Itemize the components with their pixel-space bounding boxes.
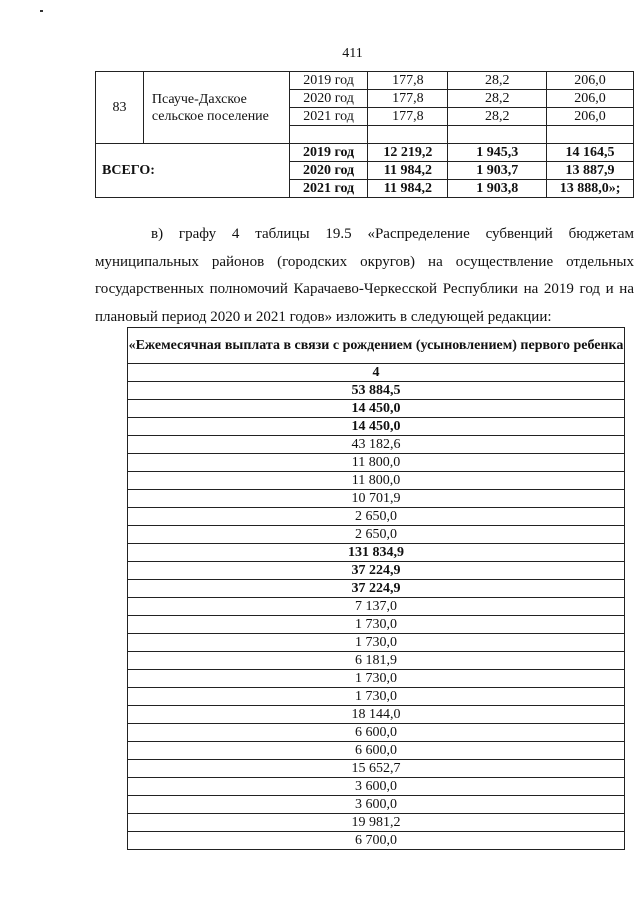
value-cell: 37 224,9 [128, 580, 625, 598]
total-row [96, 144, 634, 162]
year-cell: 2020 год [289, 162, 368, 180]
value-cell: 177,8 [368, 108, 448, 126]
table-row [128, 562, 625, 580]
table-row [96, 72, 634, 90]
table-row [128, 742, 625, 760]
year-cell: 2021 год [289, 108, 368, 126]
empty-cell [448, 126, 547, 144]
table-row [128, 652, 625, 670]
value-cell: 14 450,0 [128, 400, 625, 418]
table-row [128, 616, 625, 634]
table-row [128, 436, 625, 454]
scan-speck [40, 10, 43, 12]
year-cell: 2019 год [289, 144, 368, 162]
value-cell: 3 600,0 [128, 796, 625, 814]
table-row [128, 796, 625, 814]
table-row [128, 760, 625, 778]
value-cell: 1 945,3 [448, 144, 547, 162]
value-cell: 19 981,2 [128, 814, 625, 832]
value-cell: 177,8 [368, 72, 448, 90]
value-cell: 7 137,0 [128, 598, 625, 616]
table-row [128, 472, 625, 490]
value-cell: 11 984,2 [368, 180, 448, 198]
table-row [128, 490, 625, 508]
table-row [128, 454, 625, 472]
column-4-table [127, 327, 625, 850]
value-cell: 131 834,9 [128, 544, 625, 562]
value-cell: 206,0 [547, 108, 634, 126]
column-header: «Ежемесячная выплата в связи с рождением (усыновлением) первого ребенка [128, 328, 625, 364]
table-row [128, 634, 625, 652]
table-row [128, 508, 625, 526]
empty-cell [368, 126, 448, 144]
value-cell: 2 650,0 [128, 508, 625, 526]
column-number: 4 [128, 364, 625, 382]
row-number: 83 [96, 72, 144, 144]
paragraph-text: в) графу 4 таблицы 19.5 «Распределение субвенций бюджетам муниципальных районов (городских округов) на осуществление отдельных государственных полномочий Карачаево-Черкесской Республики на 2019 год и на плановый период 2020 и 2021 годов» изложить в следующей редакции: [95, 226, 634, 325]
value-cell: 1 730,0 [128, 670, 625, 688]
table-row [128, 832, 625, 850]
table-row [128, 724, 625, 742]
year-cell: 2021 год [289, 180, 368, 198]
table-row [128, 670, 625, 688]
value-cell: 28,2 [448, 108, 547, 126]
value-cell: 206,0 [547, 90, 634, 108]
empty-cell [289, 126, 368, 144]
value-cell: 1 730,0 [128, 634, 625, 652]
value-cell: 1 730,0 [128, 688, 625, 706]
table-row [128, 688, 625, 706]
year-cell: 2019 год [289, 72, 368, 90]
value-cell: 1 903,8 [448, 180, 547, 198]
column-number-row [128, 364, 625, 382]
value-cell: 1 903,7 [448, 162, 547, 180]
value-cell: 15 652,7 [128, 760, 625, 778]
table-row [128, 580, 625, 598]
subsidy-table-fragment [95, 71, 634, 198]
table-row [128, 814, 625, 832]
value-cell: 13 887,9 [547, 162, 634, 180]
value-cell: 14 164,5 [547, 144, 634, 162]
table-row [128, 382, 625, 400]
value-cell: 43 182,6 [128, 436, 625, 454]
value-cell: 28,2 [448, 90, 547, 108]
value-cell: 6 600,0 [128, 724, 625, 742]
value-cell: 53 884,5 [128, 382, 625, 400]
page-number: 411 [342, 46, 363, 61]
value-cell: 13 888,0»; [547, 180, 634, 198]
table-row [128, 526, 625, 544]
table-row [128, 544, 625, 562]
value-cell: 6 700,0 [128, 832, 625, 850]
header-row [128, 328, 625, 364]
value-cell: 11 800,0 [128, 472, 625, 490]
value-cell: 11 800,0 [128, 454, 625, 472]
value-cell: 18 144,0 [128, 706, 625, 724]
amendment-paragraph [95, 221, 634, 331]
value-cell: 11 984,2 [368, 162, 448, 180]
value-cell: 37 224,9 [128, 562, 625, 580]
table-row [128, 778, 625, 796]
table-row [128, 400, 625, 418]
value-cell: 2 650,0 [128, 526, 625, 544]
table-row [128, 418, 625, 436]
value-cell: 12 219,2 [368, 144, 448, 162]
value-cell: 3 600,0 [128, 778, 625, 796]
value-cell: 28,2 [448, 72, 547, 90]
total-label: ВСЕГО: [96, 144, 290, 198]
settlement-name: Псауче-Дахское сельское поселение [143, 72, 289, 144]
value-cell: 14 450,0 [128, 418, 625, 436]
value-cell: 1 730,0 [128, 616, 625, 634]
value-cell: 6 600,0 [128, 742, 625, 760]
empty-cell [547, 126, 634, 144]
value-cell: 206,0 [547, 72, 634, 90]
value-cell: 6 181,9 [128, 652, 625, 670]
value-cell: 177,8 [368, 90, 448, 108]
value-cell: 10 701,9 [128, 490, 625, 508]
table-row [128, 706, 625, 724]
year-cell: 2020 год [289, 90, 368, 108]
table-row [128, 598, 625, 616]
